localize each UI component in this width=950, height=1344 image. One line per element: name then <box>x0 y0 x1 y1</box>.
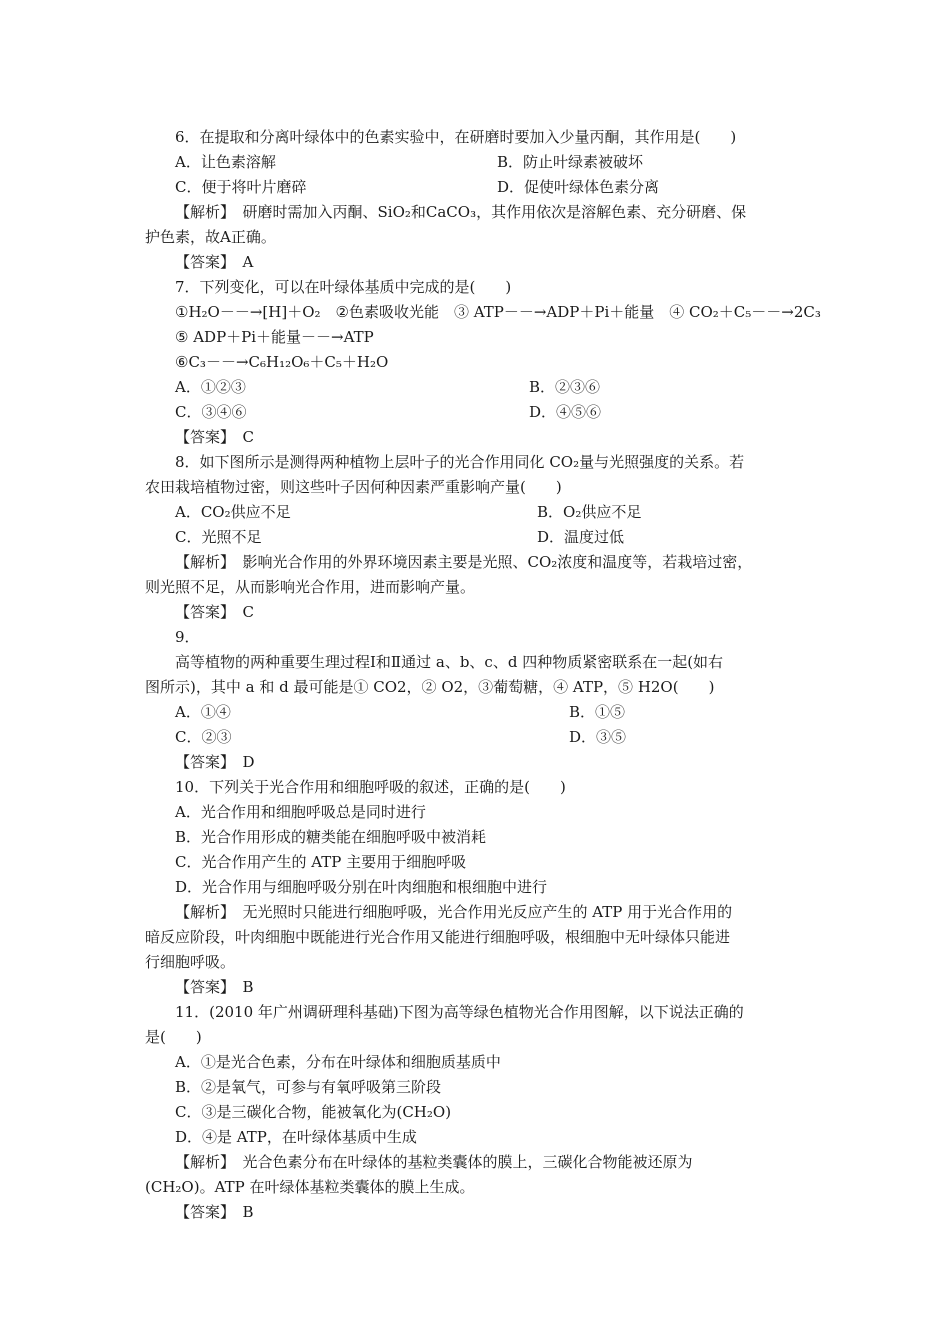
q8-stem-line2: 农田栽培植物过密，则这些叶子因何种因素严重影响产量( ) <box>145 478 562 496</box>
q8-analysis-line2: 则光照不足，从而影响光合作用，进而影响产量。 <box>145 578 476 596</box>
q8-option-c: C．光照不足 <box>175 528 262 546</box>
q9-option-c: C．②③ <box>175 728 232 746</box>
q6-option-d: D．促使叶绿体色素分离 <box>497 178 660 196</box>
q8-stem-line1: 8．如下图所示是测得两种植物上层叶子的光合作用同化 CO₂量与光照强度的关系。若 <box>175 453 745 471</box>
q9-option-b: B．①⑤ <box>569 703 626 721</box>
q10-analysis-line3: 行细胞呼吸。 <box>145 953 236 971</box>
q7-answer: 【答案】 C <box>175 428 254 446</box>
q11-answer: 【答案】 B <box>175 1203 254 1221</box>
q6-analysis-line2: 护色素，故A正确。 <box>145 228 276 246</box>
q11-analysis-line1: 【解析】 光合色素分布在叶绿体的基粒类囊体的膜上，三碳化合物能被还原为 <box>175 1153 693 1171</box>
q10-option-d: D．光合作用与细胞呼吸分别在叶肉细胞和根细胞中进行 <box>175 878 548 896</box>
q7-option-a: A．①②③ <box>175 378 246 396</box>
q11-option-d: D．④是 ATP，在叶绿体基质中生成 <box>175 1128 417 1146</box>
q10-analysis-line1: 【解析】 无光照时只能进行细胞呼吸，光合作用光反应产生的 ATP 用于光合作用的 <box>175 903 733 921</box>
q11-option-a: A．①是光合色素，分布在叶绿体和细胞质基质中 <box>175 1053 501 1071</box>
q10-option-b: B．光合作用形成的糖类能在细胞呼吸中被消耗 <box>175 828 487 846</box>
q10-option-a: A．光合作用和细胞呼吸总是同时进行 <box>175 803 426 821</box>
q11-option-b: B．②是氧气，可参与有氧呼吸第三阶段 <box>175 1078 442 1096</box>
q10-option-c: C．光合作用产生的 ATP 主要用于细胞呼吸 <box>175 853 467 871</box>
q8-option-d: D．温度过低 <box>537 528 625 546</box>
q6-option-a: A．让色素溶解 <box>175 153 276 171</box>
q9-option-d: D．③⑤ <box>569 728 627 746</box>
q7-items-line3: ⑥C₃－－→C₆H₁₂O₆＋C₅＋H₂O <box>175 353 389 371</box>
q8-option-b: B．O₂供应不足 <box>537 503 642 521</box>
q6-analysis-line1: 【解析】 研磨时需加入丙酮、SiO₂和CaCO₃，其作用依次是溶解色素、充分研磨、保 <box>175 203 747 221</box>
q6-stem: 6．在提取和分离叶绿体中的色素实验中，在研磨时要加入少量丙酮，其作用是( ) <box>175 128 737 146</box>
q7-items-line1: ①H₂O－－→[H]＋O₂ ②色素吸收光能 ③ ATP－－→ADP＋Pi＋能量 ④ CO₂＋C₅－－→2C₃ <box>175 303 821 321</box>
q9-option-a: A．①④ <box>175 703 231 721</box>
q7-option-b: B．②③⑥ <box>529 378 601 396</box>
q6-option-c: C．便于将叶片磨碎 <box>175 178 307 196</box>
q11-stem-line2: 是( ) <box>145 1028 202 1046</box>
q11-analysis-line2: (CH₂O)。ATP 在叶绿体基粒类囊体的膜上生成。 <box>145 1178 475 1196</box>
q8-analysis-line1: 【解析】 影响光合作用的外界环境因素主要是光照、CO₂浓度和温度等，若栽培过密， <box>175 553 753 571</box>
q7-option-d: D．④⑤⑥ <box>529 403 602 421</box>
q9-answer: 【答案】 D <box>175 753 255 771</box>
q9-stem-line2: 图所示)，其中 a 和 d 最可能是① CO2，② O2，③葡萄糖，④ ATP，⑤ H2O( ) <box>145 678 715 696</box>
q9-stem-line1: 高等植物的两种重要生理过程Ⅰ和Ⅱ通过 a、b、c、d 四种物质紧密联系在一起(如右 <box>175 653 724 671</box>
q11-option-c: C．③是三碳化合物，能被氧化为(CH₂O) <box>175 1103 452 1121</box>
q7-option-c: C．③④⑥ <box>175 403 247 421</box>
q11-stem-line1: 11．(2010 年广州调研理科基础)下图为高等绿色植物光合作用图解，以下说法正确的 <box>175 1003 744 1021</box>
q10-answer: 【答案】 B <box>175 978 254 996</box>
q6-answer: 【答案】 A <box>175 253 254 271</box>
q10-analysis-line2: 暗反应阶段，叶肉细胞中既能进行光合作用又能进行细胞呼吸，根细胞中无叶绿体只能进 <box>145 928 731 946</box>
q6-option-b: B．防止叶绿素被破坏 <box>497 153 644 171</box>
q10-stem: 10．下列关于光合作用和细胞呼吸的叙述，正确的是( ) <box>175 778 566 796</box>
q8-answer: 【答案】 C <box>175 603 254 621</box>
q9-number: 9． <box>175 628 200 646</box>
q8-option-a: A．CO₂供应不足 <box>175 503 291 521</box>
q7-items-line2: ⑤ ADP＋Pi＋能量－－→ATP <box>175 328 374 346</box>
q7-stem: 7．下列变化，可以在叶绿体基质中完成的是( ) <box>175 278 512 296</box>
